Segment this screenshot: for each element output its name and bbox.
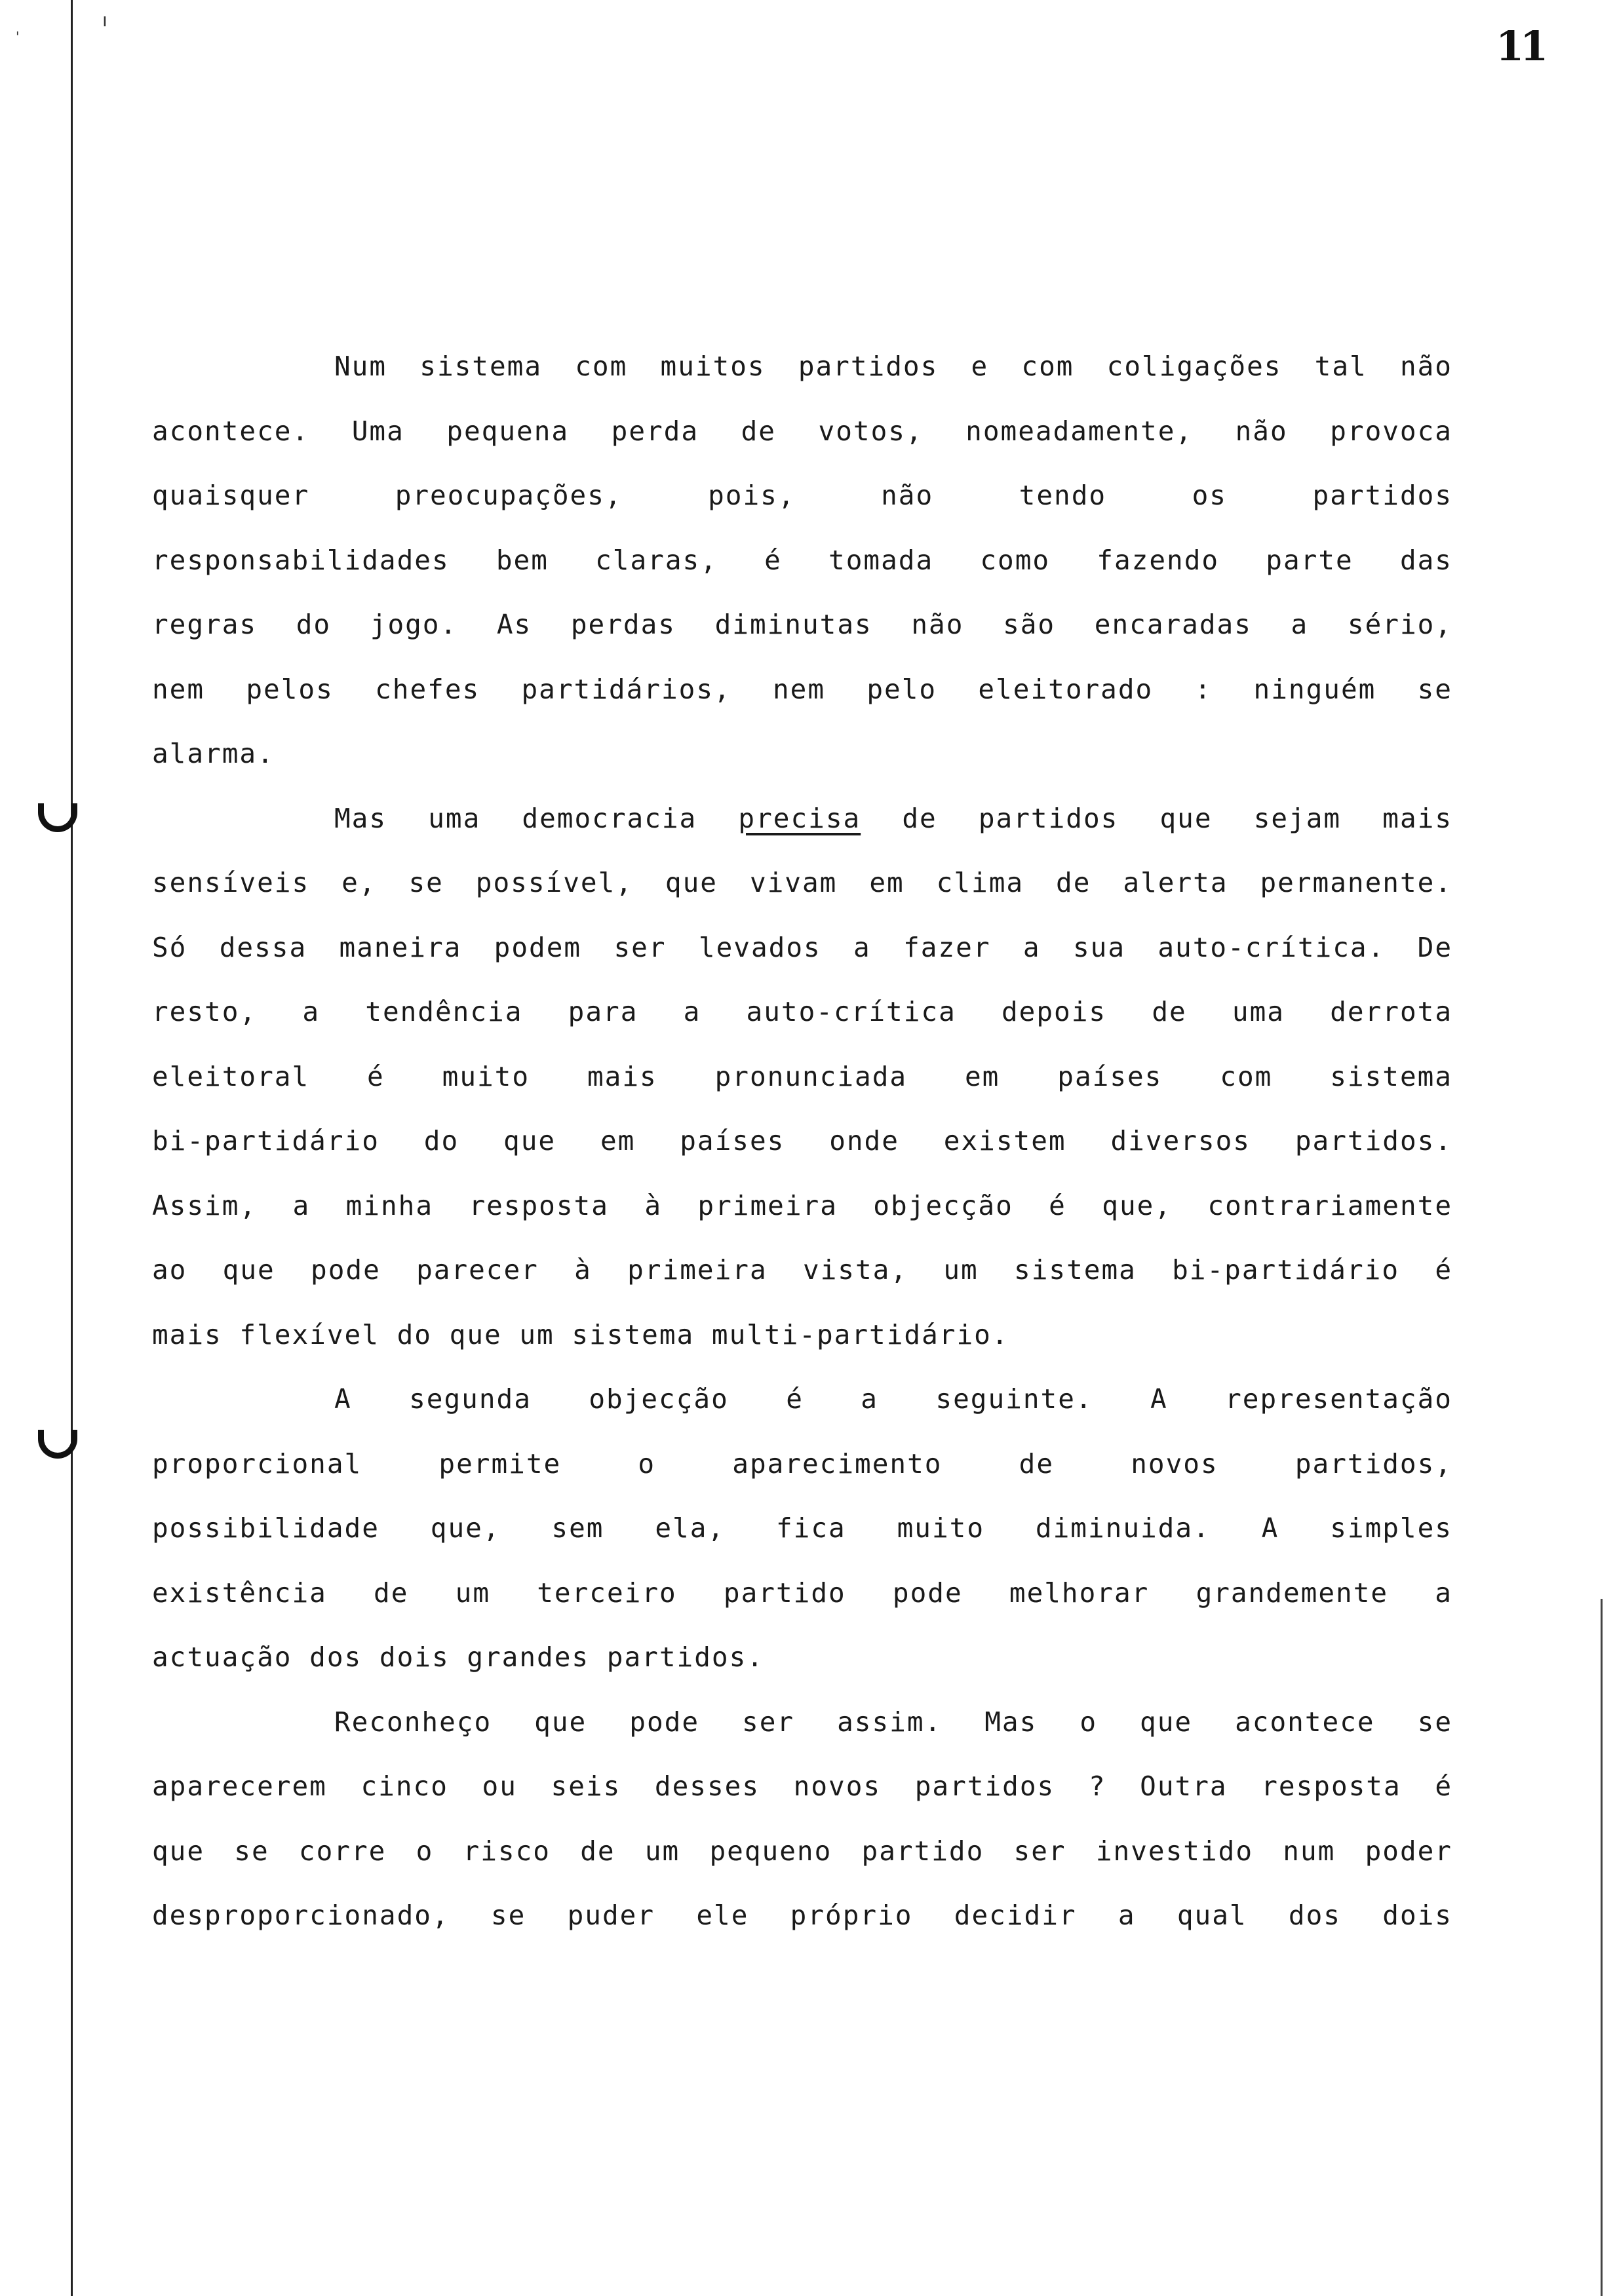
ink-speck: '	[16, 29, 20, 45]
text-line: que se corre o risco de um pequeno partido ser investido num poder	[152, 1835, 1452, 1867]
text-segment: Mas uma democracia	[334, 802, 739, 834]
text-line: existência de um terceiro partido pode melhorar grandemente a	[152, 1577, 1452, 1609]
text-line: aparecerem cinco ou seis desses novos partidos ? Outra resposta é	[152, 1770, 1452, 1802]
text-line: ao que pode parecer à primeira vista, um sistema bi-partidário é	[152, 1254, 1452, 1286]
text-line: nem pelos chefes partidários, nem pelo eleitorado : ninguém se	[152, 673, 1452, 705]
text-line: bi-partidário do que em países onde existem diversos partidos.	[152, 1125, 1452, 1157]
right-page-edge	[1601, 1599, 1603, 2296]
typed-document-body	[152, 334, 1452, 1948]
text-line: Reconheço que pode ser assim. Mas o que acontece se	[334, 1706, 1452, 1738]
text-line: Assim, a minha resposta à primeira objecção é que, contrariamente	[152, 1189, 1452, 1221]
text-line: alarma.	[152, 738, 275, 769]
text-line: possibilidade que, sem ela, fica muito diminuida. A simples	[152, 1512, 1452, 1544]
paragraph	[152, 786, 1452, 1368]
left-margin-rule	[71, 0, 73, 2296]
paragraph	[152, 334, 1452, 786]
paragraph	[152, 1690, 1452, 1948]
text-line: quaisquer preocupações, pois, não tendo os partidos	[152, 480, 1452, 511]
text-line: Num sistema com muitos partidos e com coligações tal não	[334, 351, 1452, 382]
text-line: eleitoral é muito mais pronunciada em países com sistema	[152, 1060, 1452, 1092]
page-number: 11	[1496, 22, 1545, 70]
text-line: acontece. Uma pequena perda de votos, nomeadamente, não provoca	[152, 415, 1452, 447]
text-line: responsabilidades bem claras, é tomada como fazendo parte das	[152, 544, 1452, 576]
text-line: regras do jogo. As perdas diminutas não são encaradas a sério,	[152, 609, 1452, 640]
text-line: mais flexível do que um sistema multi-partidário.	[152, 1318, 1009, 1350]
ink-speck: ı	[102, 9, 107, 31]
text-segment: de partidos que sejam mais	[861, 802, 1452, 834]
text-line: desproporcionado, se puder ele próprio decidir a qual dos dois	[152, 1900, 1452, 1931]
text-line: actuação dos dois grandes partidos.	[152, 1641, 764, 1673]
text-line: proporcional permite o aparecimento de novos partidos,	[152, 1447, 1452, 1480]
text-line: A segunda objecção é a seguinte. A representação	[334, 1383, 1452, 1415]
paragraph	[152, 1367, 1452, 1690]
text-line: resto, a tendência para a auto-crítica depois de uma derrota	[152, 996, 1452, 1027]
text-line	[152, 786, 1452, 851]
underlined-word: precisa	[738, 802, 861, 834]
text-line: Só dessa maneira podem ser levados a fazer a sua auto-crítica. De	[152, 931, 1452, 963]
text-line: sensíveis e, se possível, que vivam em clima de alerta permanente.	[152, 867, 1452, 898]
